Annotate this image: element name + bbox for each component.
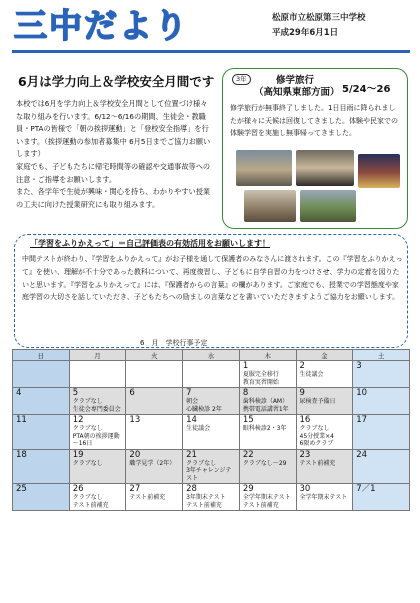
day-number: 14 xyxy=(186,415,197,425)
day-number: 24 xyxy=(356,449,368,460)
calendar-event: 全学年期末テスト xyxy=(299,494,348,501)
calendar-day-cell xyxy=(183,449,240,484)
weekday-header: 水 xyxy=(183,350,240,361)
trip-photo-outdoor xyxy=(300,190,356,222)
calendar-event: テスト前補充 xyxy=(242,501,279,509)
calendar-event: クラブなし xyxy=(299,425,330,432)
day-number: 6 xyxy=(129,388,135,398)
day-number: 18 xyxy=(16,449,27,460)
day-number: 29 xyxy=(242,484,254,494)
day-number: 16 xyxy=(299,415,311,425)
weekday-header: 日 xyxy=(13,350,70,361)
calendar-day-cell xyxy=(239,449,296,484)
calendar-day-cell xyxy=(183,361,240,388)
calendar-day-cell xyxy=(296,449,353,484)
calendar-week-row xyxy=(13,388,410,415)
calendar-event: 携帯電話講習1年 xyxy=(242,405,289,413)
calendar-week-row xyxy=(13,415,410,450)
day-number: 17 xyxy=(356,415,368,425)
calendar-day-cell xyxy=(353,361,410,388)
calendar-event: 3年チャレンジテスト xyxy=(186,467,232,482)
calendar-event: クラブなし xyxy=(72,398,103,405)
trip-photo-room xyxy=(244,190,296,222)
weekday-header: 金 xyxy=(296,350,353,361)
calendar-day-cell xyxy=(126,449,183,484)
calendar-event: 職学見学（2年） xyxy=(129,459,176,467)
calendar-day-cell xyxy=(13,415,70,450)
day-number: 26 xyxy=(72,484,84,494)
calendar-header-row xyxy=(13,350,410,361)
calendar-day-cell xyxy=(126,361,183,388)
grade-badge: 3年 xyxy=(232,74,251,85)
calendar-event: テスト前補充 xyxy=(299,459,336,467)
calendar-day-cell xyxy=(296,484,353,511)
trip-body: 修学旅行が無事終了しました。1日目雨に降られましたが様々に天候は回復してきました。体験や民家での体験学習を実施し無事帰ってきました。 xyxy=(230,104,398,137)
calendar-day-cell xyxy=(69,415,126,450)
reflection-title: 「学習をふりかえって」＝自己評価表の有効活用をお願いします！ xyxy=(30,239,270,248)
day-number: 5 xyxy=(72,388,79,398)
trip-photo-hall xyxy=(296,150,354,186)
day-number: 9 xyxy=(299,388,305,398)
calendar-day-cell xyxy=(239,361,296,388)
day-number: 23 xyxy=(299,449,311,460)
calendar-day-cell xyxy=(69,484,126,511)
calendar-day-cell xyxy=(13,449,70,484)
day-number: 13 xyxy=(129,415,141,425)
weekday-header: 火 xyxy=(126,350,183,361)
calendar-day-cell xyxy=(126,388,183,415)
day-number: 10 xyxy=(356,388,368,398)
calendar-day-cell xyxy=(296,415,353,450)
calendar-day-cell xyxy=(183,415,240,450)
calendar-day-cell xyxy=(183,484,240,511)
day-number: 2 xyxy=(299,361,305,371)
calendar-title: 6 月 学校行事予定 xyxy=(140,339,208,347)
day-number: 7／1 xyxy=(356,484,376,494)
calendar-day-cell xyxy=(296,388,353,415)
trip-dates: 5/24〜26 xyxy=(342,84,391,95)
day-number: 12 xyxy=(72,415,84,425)
calendar-event: 〜16日 xyxy=(72,440,93,447)
calendar-week-row xyxy=(13,361,410,388)
calendar-event: クラブなし xyxy=(186,459,217,467)
day-number: 4 xyxy=(16,388,22,398)
calendar-event: クラブなし xyxy=(72,459,103,467)
school-name: 松原市立松原第三中学校 xyxy=(272,13,366,23)
day-number: 11 xyxy=(16,415,27,425)
weekday-header: 月 xyxy=(69,350,126,361)
calendar-event: クラブなし xyxy=(72,425,103,432)
calendar-event: 45分授業×4 xyxy=(299,432,334,440)
weekday-header: 木 xyxy=(239,350,296,361)
trip-title: 修学旅行 xyxy=(276,75,315,86)
reflection-body: 中間テストが終わり、『学習をふりかえって』がお子様を通して保護者のみなさんに渡されます。この『学習をふりかえって』を使い、理解が不十分であった教科について、再度復習し、子どもに自学自習の力をつけさせ、学力の定着を図りたいと思います。『学習をふりかえって』には、『保護者からの言葉』の欄があります。ご家庭でも、授業での学習態度や家庭学習の大切さを話していただき、子どもたちへの励ましの言葉などを書いていただきますようご協力をお願いします。 xyxy=(22,255,403,302)
events-calendar xyxy=(12,349,410,511)
calendar-day-cell xyxy=(353,484,410,511)
calendar-day-cell xyxy=(13,484,70,511)
day-number: 3 xyxy=(356,361,362,371)
trip-photo-group xyxy=(236,150,292,186)
day-number: 21 xyxy=(186,449,197,460)
calendar-day-cell xyxy=(69,449,126,484)
day-number: 20 xyxy=(129,449,141,460)
calendar-event: 生徒議会 xyxy=(186,425,211,432)
calendar-event: 3年期末テスト xyxy=(186,494,226,501)
newsletter-title: 三中だより xyxy=(14,6,189,45)
calendar-day-cell xyxy=(239,484,296,511)
day-number: 1 xyxy=(242,361,249,371)
day-number: 19 xyxy=(72,449,84,460)
calendar-event: クラブなし〜29 xyxy=(242,459,287,467)
calendar-event: 朝会 xyxy=(186,398,199,405)
day-number: 8 xyxy=(242,388,249,398)
calendar-event: 生徒議会 xyxy=(299,371,324,378)
calendar-event: 歯科検診（AM） xyxy=(242,398,289,405)
calendar-day-cell xyxy=(69,361,126,388)
calendar-event: 6限めクラブ xyxy=(299,440,334,447)
calendar-day-cell xyxy=(69,388,126,415)
calendar-event: 心臓検診 2年 xyxy=(186,405,222,413)
day-number: 7 xyxy=(186,388,192,398)
day-number: 28 xyxy=(186,484,197,494)
article-title: 6月は学力向上＆学校安全月間です xyxy=(18,74,215,89)
calendar-day-cell xyxy=(183,388,240,415)
calendar-day-cell xyxy=(239,415,296,450)
calendar-event: クラブなし xyxy=(72,494,103,501)
calendar-day-cell xyxy=(13,388,70,415)
calendar-day-cell xyxy=(296,361,353,388)
calendar-event: 生徒会専門委員会 xyxy=(72,405,121,413)
calendar-event: テスト前補充 xyxy=(186,501,222,509)
calendar-event: 全学年期末テスト xyxy=(242,494,291,501)
calendar-day-cell xyxy=(126,484,183,511)
article-body xyxy=(16,98,212,211)
calendar-event: PTA朝の挨拶運動 xyxy=(72,432,120,440)
calendar-event: 夏服完全移行 xyxy=(242,371,279,378)
article-paragraph: また、各学年で生徒が興味・関心を持ち、わかりやすい授業の工夫に向けた授業研究にも取り組みます。 xyxy=(16,187,211,209)
trip-destination: （高知県東部方面） xyxy=(254,87,340,98)
calendar-day-cell xyxy=(126,415,183,450)
trip-photo-stage xyxy=(358,154,400,188)
header-rule xyxy=(12,50,410,53)
calendar-day-cell xyxy=(353,388,410,415)
article-paragraph: 家庭でも、子どもたちに帰宅時間等の確認や交通事故等への注意・ご指導をお願いします。 xyxy=(16,161,211,184)
issue-date: 平成29年6月1日 xyxy=(272,28,339,38)
calendar-event: 尿検査予備日 xyxy=(299,398,336,405)
day-number: 15 xyxy=(242,415,254,425)
calendar-day-cell xyxy=(239,388,296,415)
weekday-header: 土 xyxy=(353,350,410,361)
day-number: 22 xyxy=(242,449,254,460)
calendar-week-row xyxy=(13,484,410,511)
calendar-week-row xyxy=(13,449,410,484)
calendar-event: テスト前補充 xyxy=(72,501,109,509)
calendar-day-cell xyxy=(13,361,70,388)
calendar-day-cell xyxy=(353,415,410,450)
day-number: 25 xyxy=(16,484,27,494)
calendar-event: テスト前補充 xyxy=(129,494,166,501)
calendar-event: 教育実習開始 xyxy=(242,378,279,386)
calendar-event: 眼科検診2・3年 xyxy=(242,425,287,432)
calendar-day-cell xyxy=(353,449,410,484)
day-number: 30 xyxy=(299,484,311,494)
article-paragraph: 本校では6月を学力向上＆学校安全月間として位置づけ様々な取り組みを行います。6/12〜6/16の期間、生徒会・教職員・PTAの皆様で「朝の挨拶運動」と「登校安全指導」を行います。（挨拶運動の参加者募集中 6月5日までご協力お願いします） xyxy=(16,99,211,159)
day-number: 27 xyxy=(129,484,141,494)
